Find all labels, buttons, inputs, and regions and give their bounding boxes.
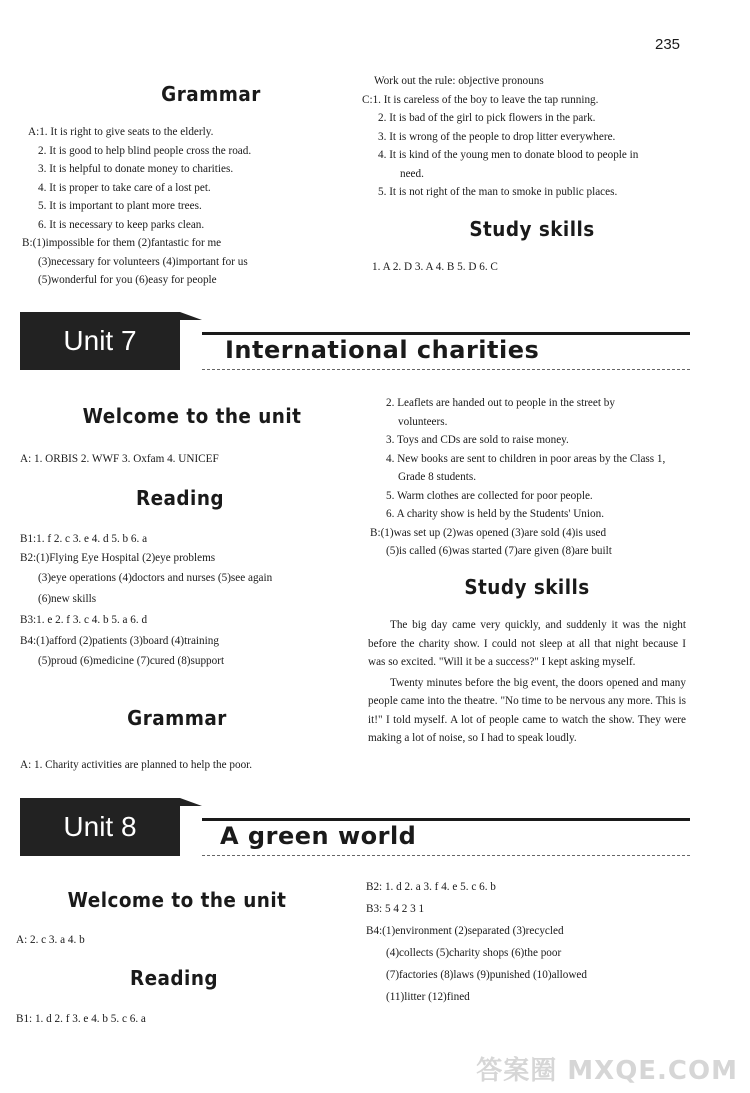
grammar-answers-a	[22, 123, 350, 290]
answer-line: 2. Leaflets are handed out to people in the street by	[386, 397, 615, 409]
answer-line: (11)litter (12)fined	[386, 991, 470, 1003]
answer-line: (6)new skills	[38, 593, 97, 605]
answer-line: B:(1)was set up (2)was opened (3)are sold (4)is used	[370, 526, 607, 539]
answer-line: B3: 5 4 2 3 1	[366, 903, 425, 915]
unit8-banner	[20, 798, 690, 856]
answer-line: need.	[400, 167, 424, 180]
answer-line: 4. It is proper to take care of a lost pet.	[38, 181, 211, 194]
unit7-grammar-answer: A: 1. Charity activities are planned to help the poor.	[20, 759, 253, 771]
answer-line: B4:(1)afford (2)patients (3)board (4)training	[20, 634, 219, 647]
unit7-title: International charities	[225, 336, 540, 364]
answer-line: 6. It is necessary to keep parks clean.	[38, 218, 205, 231]
unit7-study-heading: Study skills	[464, 575, 590, 599]
unit7-reading-heading: Reading	[135, 486, 225, 510]
answer-line: (5)wonderful for you (6)easy for people	[38, 274, 217, 286]
answer-line: 5. It is important to plant more trees.	[38, 200, 202, 212]
answer-line: (4)collects (5)charity shops (6)the poor	[386, 947, 562, 959]
study-skills-answers: 1. A 2. D 3. A 4. B 5. D 6. C	[372, 261, 498, 273]
answer-line: 4. It is kind of the young men to donate blood to people in	[378, 149, 639, 161]
watermark: 答案圈 MXQE.COM	[476, 1056, 738, 1086]
answer-line: (3)necessary for volunteers (4)important for us	[38, 255, 248, 268]
unit7-study-passage	[368, 616, 686, 748]
unit8-label: Unit 8	[20, 798, 180, 856]
unit8-welcome-answers: A: 2. c 3. a 4. b	[16, 934, 85, 946]
unit7-label: Unit 7	[20, 312, 180, 370]
unit7-reading-answers	[20, 530, 348, 672]
answer-line: B:(1)impossible for them (2)fantastic for me	[22, 237, 222, 249]
answer-line: 4. New books are sent to children in poor areas by the Class 1,	[386, 452, 666, 465]
passage-paragraph: Twenty minutes before the big event, the doors opened and many people came into the theatre. "No time to be nervous any more. This is it!" I told myself. A lot of people came to watch the show. They were making a lot of noise, so I had to speak loudly.	[368, 676, 686, 744]
answer-line: (3)eye operations (4)doctors and nurses (5)see again	[38, 572, 273, 584]
unit8-right-answers	[366, 876, 696, 1008]
unit7-grammar-heading: Grammar	[127, 706, 227, 730]
answer-line: B3:1. e 2. f 3. c 4. b 5. a 6. d	[20, 613, 148, 626]
unit8-title: A green world	[220, 822, 417, 850]
answer-line: B4:(1)environment (2)separated (3)recycled	[366, 925, 564, 937]
rule-title: Work out the rule: objective pronouns	[374, 75, 544, 87]
study-skills-heading: Study skills	[469, 217, 595, 241]
answer-line: (5)is called (6)was started (7)are given (8)are built	[386, 545, 612, 557]
unit7-welcome-answers: A: 1. ORBIS 2. WWF 3. Oxfam 4. UNICEF	[20, 453, 219, 465]
answer-line: C:1. It is careless of the boy to leave the tap running.	[362, 93, 599, 106]
answer-line: 5. It is not right of the man to smoke in public places.	[378, 186, 618, 198]
answer-line: 2. It is good to help blind people cross the road.	[38, 144, 252, 157]
passage-paragraph: The big day came very quickly, and suddenly it was the night before the charity show. I could not sleep at all that night because I was so excited. "Will it be a success?" I kept asking myself.	[368, 619, 686, 668]
answer-line: 5. Warm clothes are collected for poor people.	[386, 489, 593, 502]
grammar-heading: Grammar	[161, 82, 261, 106]
unit7-banner	[20, 312, 690, 370]
answer-line: B2: 1. d 2. a 3. f 4. e 5. c 6. b	[366, 881, 496, 893]
answer-line: 3. It is helpful to donate money to charities.	[38, 163, 234, 175]
unit8-reading-heading: Reading	[129, 966, 219, 990]
unit7-right-answers	[370, 394, 700, 561]
page-number: 235	[655, 36, 681, 53]
answer-line: B1:1. f 2. c 3. e 4. d 5. b 6. a	[20, 533, 148, 545]
answer-line: A:1. It is right to give seats to the elderly.	[28, 126, 214, 138]
answer-line: 3. Toys and CDs are sold to raise money.	[386, 434, 569, 446]
answer-line: Grade 8 students.	[398, 471, 476, 483]
answer-line: 2. It is bad of the girl to pick flowers in the park.	[378, 112, 596, 124]
answer-line: B2:(1)Flying Eye Hospital (2)eye problems	[20, 551, 216, 564]
answer-line: volunteers.	[398, 415, 448, 428]
answer-line: (7)factories (8)laws (9)punished (10)allowed	[386, 969, 587, 981]
grammar-answers-c	[362, 72, 692, 202]
answer-line: 6. A charity show is held by the Students' Union.	[386, 508, 604, 520]
answer-line: 3. It is wrong of the people to drop litter everywhere.	[378, 130, 616, 143]
answer-line: (5)proud (6)medicine (7)cured (8)support	[38, 655, 225, 667]
unit7-welcome-heading: Welcome to the unit	[82, 404, 302, 428]
unit8-reading-answers: B1: 1. d 2. f 3. e 4. b 5. c 6. a	[16, 1013, 146, 1025]
unit8-welcome-heading: Welcome to the unit	[67, 888, 287, 912]
